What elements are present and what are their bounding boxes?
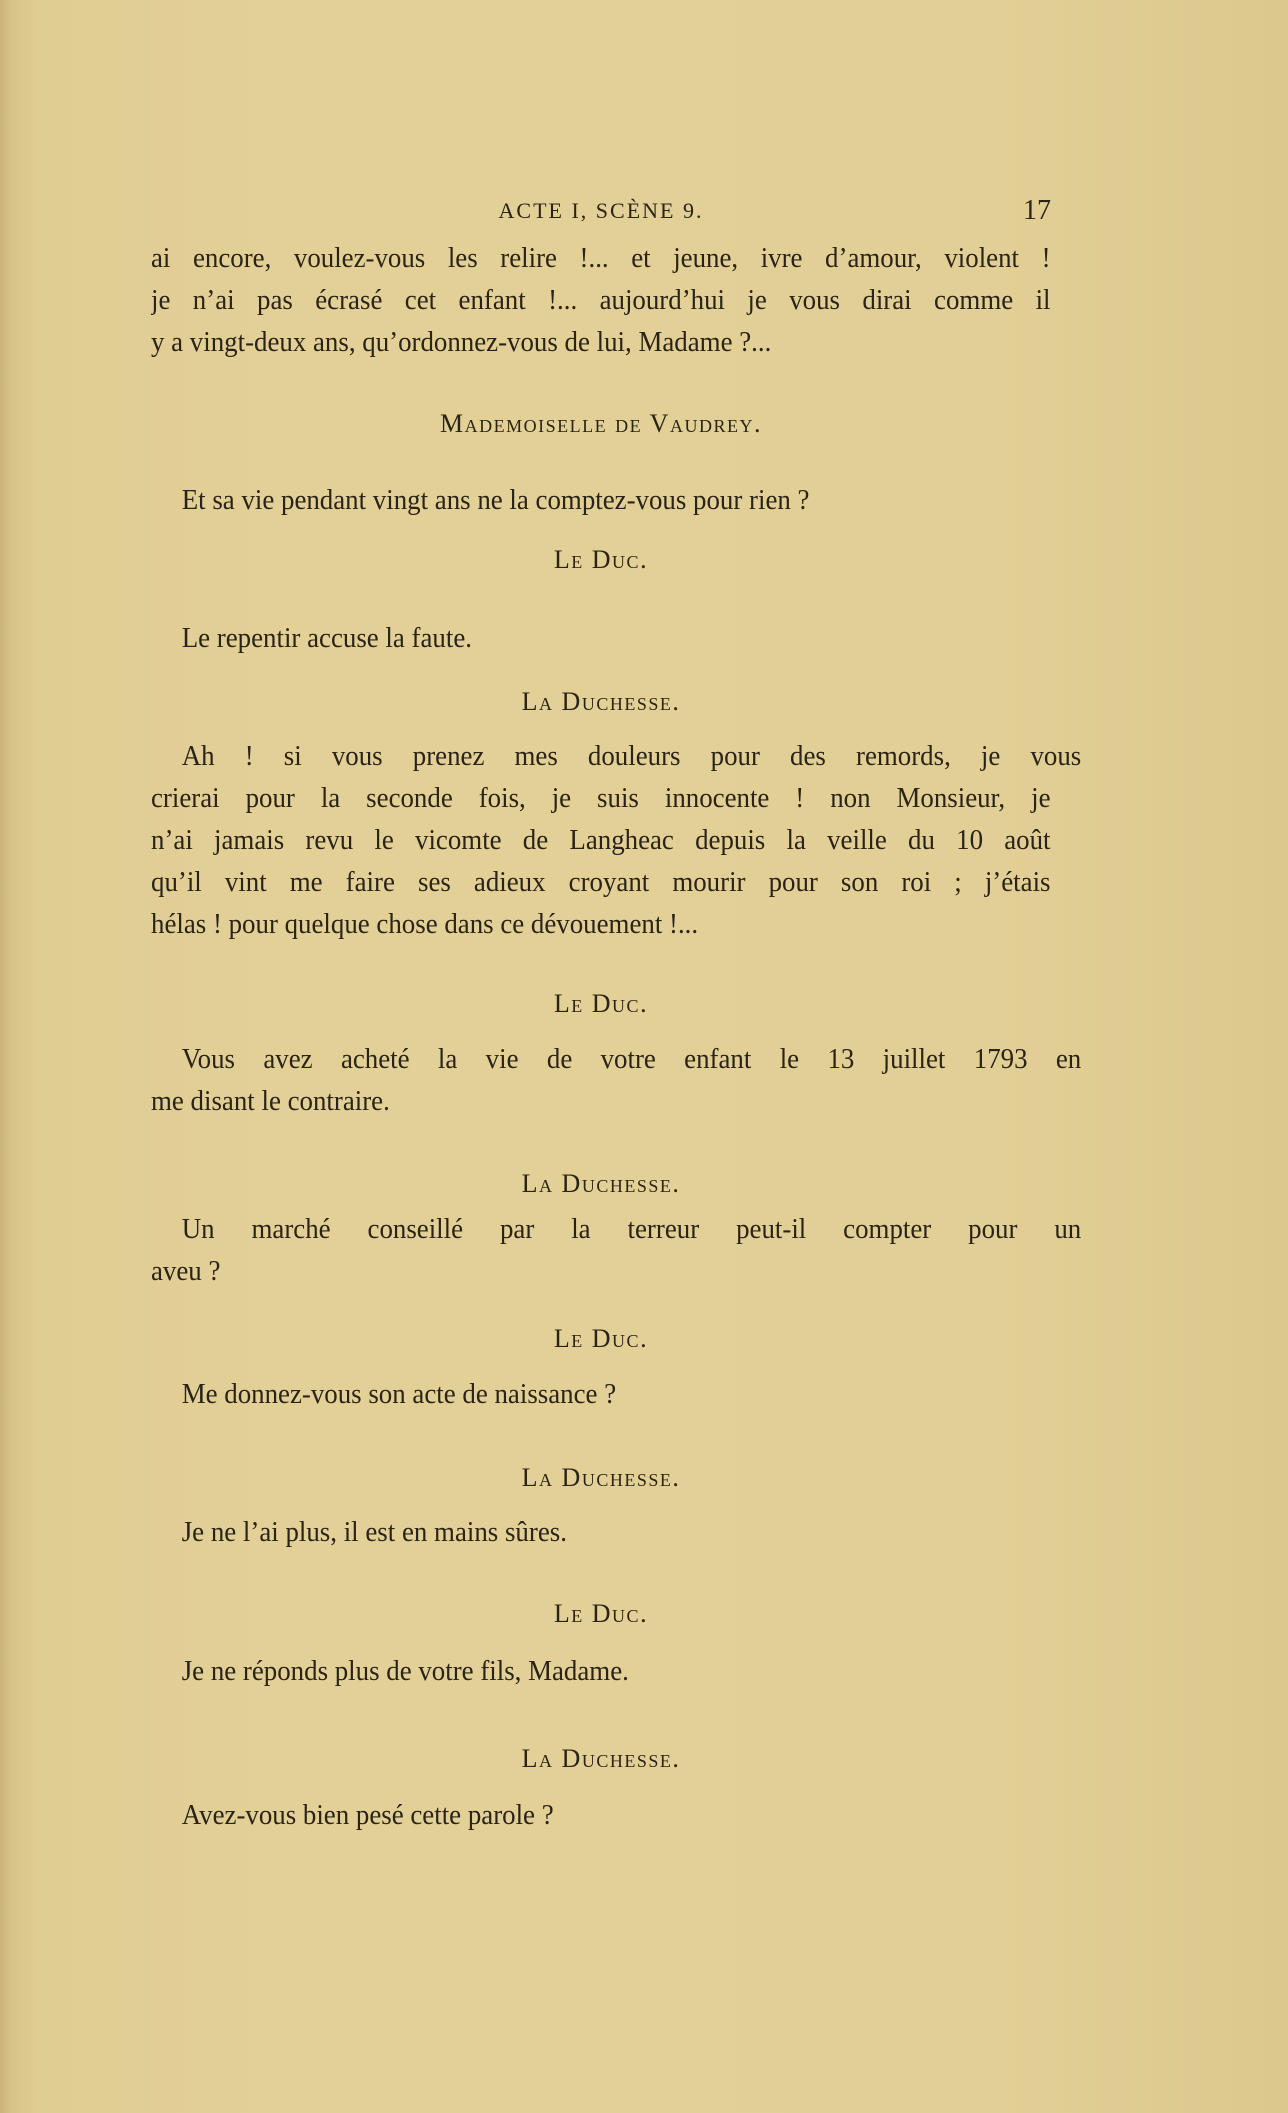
paragraph [151,736,1082,946]
text-line: n’ai jamais revu le vicomte de Langheac depuis la veille du 10 août [151,825,1051,856]
text-line: aveu ? [151,1256,221,1287]
text-line: Je ne l’ai plus, il est en mains sûres. [181,1517,567,1548]
speaker-name: Le Duc. [553,1599,649,1628]
text-line: qu’il vint me faire ses adieux croyant mourir pour son roi ; j’étais [151,867,1051,898]
speaker-name: Mademoiselle de Vaudrey. [440,409,762,438]
text-line: ai encore, voulez-vous les relire !... et jeune, ivre d’amour, violent ! [151,243,1051,274]
text-line: Me donnez-vous son acte de naissance ? [181,1379,617,1410]
paragraph [151,1039,1082,1123]
text-line: Un marché conseillé par la terreur peut-il compter pour un [181,1214,1082,1245]
speaker-name: Le Duc. [553,545,649,574]
paragraph [151,1512,1051,1554]
paragraph [151,238,1051,364]
running-header [151,190,1051,232]
page-number: 17 [1023,195,1051,226]
speaker-name: La Duchesse. [521,1463,681,1492]
speaker-name: Le Duc. [553,989,649,1018]
paragraph [151,1651,1051,1693]
paragraph [151,480,1051,522]
text-line: Vous avez acheté la vie de votre enfant le 13 juillet 1793 en [181,1044,1082,1075]
running-title: ACTE I, SCÈNE 9. [498,198,704,223]
paragraph [151,1374,1051,1416]
paragraph [151,1795,1051,1837]
text-line: y a vingt-deux ans, qu’ordonnez-vous de lui, Madame ?... [151,327,772,358]
text-line: Avez-vous bien pesé cette parole ? [181,1800,554,1831]
text-line: me disant le contraire. [151,1086,390,1117]
text-line: crierai pour la seconde fois, je suis innocente ! non Monsieur, je [151,783,1051,814]
text-line: Ah ! si vous prenez mes douleurs pour des remords, je vous [181,741,1082,772]
text-line: je n’ai pas écrasé cet enfant !... aujourd’hui je vous dirai comme il [151,285,1051,316]
paragraph [151,618,1051,660]
text-line: Le repentir accuse la faute. [181,623,472,654]
speaker-name: La Duchesse. [521,1744,681,1773]
speaker-name: La Duchesse. [521,687,681,716]
speaker-name: Le Duc. [553,1324,649,1353]
speaker-name: La Duchesse. [521,1169,681,1198]
text-line: Et sa vie pendant vingt ans ne la comptez-vous pour rien ? [181,485,810,516]
text-line: hélas ! pour quelque chose dans ce dévouement !... [151,909,699,940]
text-line: Je ne réponds plus de votre fils, Madame. [181,1656,629,1687]
paragraph [151,1209,1082,1293]
